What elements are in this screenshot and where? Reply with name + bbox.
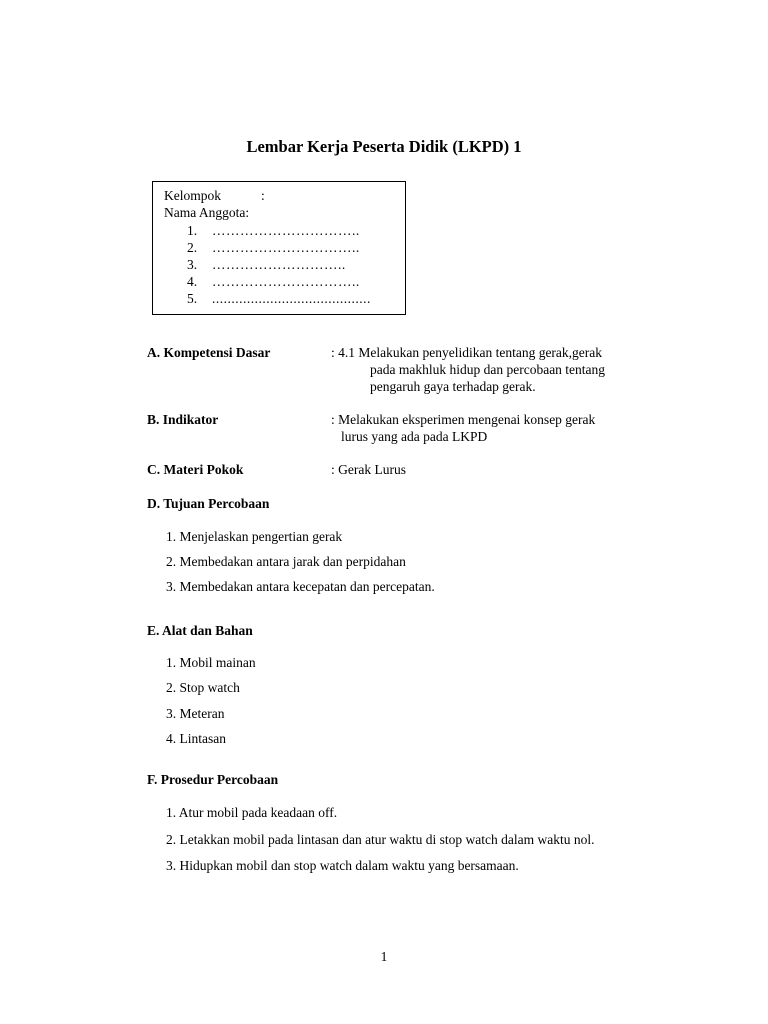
- member-number: 4.: [187, 274, 198, 289]
- prosedur-item: 1. Atur mobil pada keadaan off.: [166, 805, 338, 820]
- indikator-label: B. Indikator: [147, 412, 219, 427]
- page-number: 1: [380, 949, 388, 964]
- indikator-line: lurus yang ada pada LKPD: [341, 429, 488, 444]
- member-number: 5.: [187, 291, 198, 306]
- member-number: 3.: [187, 257, 198, 272]
- alat-item: 3. Meteran: [166, 706, 225, 721]
- kompetensi-label: A. Kompetensi Dasar: [147, 345, 271, 360]
- kompetensi-line: pada makhluk hidup dan percobaan tentang: [370, 362, 606, 377]
- member-dots: ………………………..: [212, 257, 346, 272]
- group-member-box: [152, 181, 406, 315]
- kompetensi-line: pengaruh gaya terhadap gerak.: [370, 379, 536, 394]
- member-dots: …………………………..: [212, 240, 360, 255]
- member-dots: …………………………..: [212, 223, 360, 238]
- materi-label: C. Materi Pokok: [147, 462, 244, 477]
- kompetensi-line: : 4.1 Melakukan penyelidikan tentang gerak,gerak: [331, 345, 603, 360]
- tujuan-heading: D. Tujuan Percobaan: [147, 496, 270, 511]
- kelompok-colon: :: [261, 188, 265, 203]
- prosedur-item: 3. Hidupkan mobil dan stop watch dalam waktu yang bersamaan.: [166, 858, 519, 873]
- indikator-line: : Melakukan eksperimen mengenai konsep gerak: [331, 412, 596, 427]
- anggota-label: Nama Anggota:: [164, 205, 250, 220]
- alat-item: 1. Mobil mainan: [166, 655, 256, 670]
- member-dots: …………………………..: [212, 274, 360, 289]
- member-number: 2.: [187, 240, 198, 255]
- member-number: 1.: [187, 223, 198, 238]
- member-dots: .........................................: [212, 291, 371, 306]
- kelompok-label: Kelompok: [164, 188, 221, 203]
- document-title: Lembar Kerja Peserta Didik (LKPD) 1: [246, 137, 522, 156]
- tujuan-item: 3. Membedakan antara kecepatan dan percepatan.: [166, 579, 435, 594]
- alat-item: 2. Stop watch: [166, 680, 240, 695]
- alat-item: 4. Lintasan: [166, 731, 226, 746]
- tujuan-item: 2. Membedakan antara jarak dan perpidahan: [166, 554, 406, 569]
- tujuan-item: 1. Menjelaskan pengertian gerak: [166, 529, 343, 544]
- prosedur-item: 2. Letakkan mobil pada lintasan dan atur waktu di stop watch dalam waktu nol.: [166, 832, 595, 847]
- prosedur-heading: F. Prosedur Percobaan: [147, 772, 279, 787]
- alat-heading: E. Alat dan Bahan: [147, 623, 253, 638]
- materi-value: : Gerak Lurus: [331, 462, 406, 477]
